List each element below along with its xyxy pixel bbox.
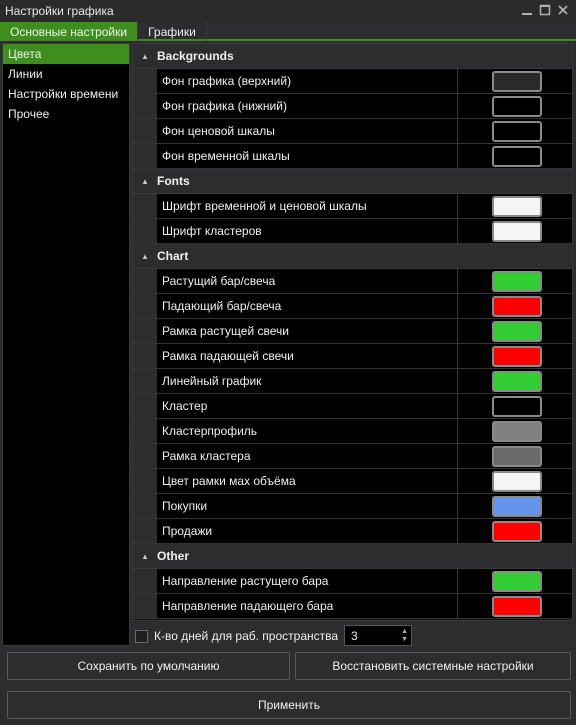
window-title: Настройки графика [5,4,114,18]
property-value [458,269,572,293]
property-value [458,69,572,93]
color-swatch-button[interactable] [492,71,542,92]
property-label: Фон временной шкалы [157,144,458,168]
category-header[interactable] [133,244,572,269]
stepper-up-icon[interactable]: ▲ [401,628,408,635]
color-swatch-button[interactable] [492,271,542,292]
property-row [133,469,572,494]
maximize-icon[interactable] [538,3,552,17]
property-value [458,319,572,343]
property-row [133,494,572,519]
row-gutter [133,319,157,343]
category-header[interactable] [133,169,572,194]
property-label: Линейный график [157,369,458,393]
property-row [133,294,572,319]
category-label: Backgrounds [157,49,234,63]
property-label: Кластерпрофиль [157,419,458,443]
workspace-days-label: К-во дней для раб. пространства [154,629,339,643]
color-swatch-button[interactable] [492,221,542,242]
category-header[interactable] [133,544,572,569]
row-gutter [133,344,157,368]
property-row [133,344,572,369]
property-label: Кластер [157,394,458,418]
property-row [133,194,572,219]
property-value [458,119,572,143]
property-label: Падающий бар/свеча [157,294,458,318]
color-swatch-button[interactable] [492,121,542,142]
row-gutter [133,194,157,218]
color-swatch-button[interactable] [492,146,542,167]
apply-button[interactable]: Применить [7,691,571,719]
color-swatch-button[interactable] [492,396,542,417]
property-row [133,219,572,244]
property-value [458,519,572,543]
row-gutter [133,369,157,393]
property-value [458,469,572,493]
property-value [458,194,572,218]
color-swatch-button[interactable] [492,346,542,367]
row-gutter [133,469,157,493]
property-row [133,394,572,419]
property-label: Цвет рамки мах объёма [157,469,458,493]
property-value [458,144,572,168]
collapse-triangle-icon[interactable]: ▲ [141,176,149,186]
tab-bar [0,22,576,41]
settings-sidebar [2,43,130,646]
property-label: Направление растущего бара [157,569,458,593]
category-label: Chart [157,249,189,263]
row-gutter [133,444,157,468]
row-gutter [133,519,157,543]
row-gutter [133,69,157,93]
category-label: Fonts [157,174,190,188]
color-swatch-button[interactable] [492,296,542,317]
color-swatch-button[interactable] [492,446,542,467]
collapse-triangle-icon[interactable]: ▲ [141,551,149,561]
minimize-icon[interactable] [520,3,534,17]
property-row [133,594,572,619]
tab-main-settings[interactable]: Основные настройки [0,22,138,41]
sidebar-item-lines[interactable]: Линии [8,67,43,81]
row-gutter [133,494,157,518]
tab-charts[interactable]: Графики [138,22,207,41]
property-label: Растущий бар/свеча [157,269,458,293]
property-row [133,519,572,544]
property-value [458,494,572,518]
property-value [458,294,572,318]
property-grid [132,43,573,621]
property-value [458,369,572,393]
property-label: Фон графика (верхний) [157,69,458,93]
close-icon[interactable] [556,3,570,17]
workspace-days-stepper[interactable] [344,625,412,646]
title-bar [0,0,576,22]
row-gutter [133,594,157,618]
row-gutter [133,269,157,293]
color-swatch-button[interactable] [492,371,542,392]
row-gutter [133,569,157,593]
color-swatch-button[interactable] [492,596,542,617]
color-swatch-button[interactable] [492,96,542,117]
collapse-triangle-icon[interactable]: ▲ [141,251,149,261]
color-swatch-button[interactable] [492,496,542,517]
property-value [458,594,572,618]
property-value [458,394,572,418]
property-value [458,344,572,368]
property-row [133,369,572,394]
property-label: Рамка падающей свечи [157,344,458,368]
property-value [458,444,572,468]
property-row [133,319,572,344]
property-row [133,444,572,469]
property-row [133,269,572,294]
row-gutter [133,419,157,443]
property-label: Рамка кластера [157,444,458,468]
property-label: Продажи [157,519,458,543]
category-header[interactable] [133,44,572,69]
workspace-days-row [132,624,573,648]
property-row [133,144,572,169]
color-swatch-button[interactable] [492,571,542,592]
row-gutter [133,219,157,243]
property-label: Шрифт временной и ценовой шкалы [157,194,458,218]
restore-system-settings-button[interactable]: Восстановить системные настройки [295,652,571,680]
property-value [458,219,572,243]
sidebar-item-time-settings[interactable]: Настройки времени [8,87,119,101]
property-label: Шрифт кластеров [157,219,458,243]
workspace-days-checkbox[interactable] [135,630,148,643]
property-label: Покупки [157,494,458,518]
color-swatch-button[interactable] [492,196,542,217]
workspace-days-value: 3 [351,628,358,643]
sidebar-item-other[interactable]: Прочее [8,107,50,121]
row-gutter [133,119,157,143]
category-label: Other [157,549,190,563]
sidebar-item-colors[interactable]: Цвета [3,44,129,64]
color-swatch-button[interactable] [492,421,542,442]
property-value [458,94,572,118]
property-row [133,69,572,94]
property-row [133,569,572,594]
property-value [458,569,572,593]
row-gutter [133,94,157,118]
property-label: Фон ценовой шкалы [157,119,458,143]
color-swatch-button[interactable] [492,471,542,492]
property-row [133,94,572,119]
collapse-triangle-icon[interactable]: ▲ [141,51,149,61]
row-gutter [133,394,157,418]
save-default-button[interactable]: Сохранить по умолчанию [7,652,290,680]
property-label: Направление падающего бара [157,594,458,618]
property-label: Фон графика (нижний) [157,94,458,118]
property-row [133,119,572,144]
property-row [133,419,572,444]
row-gutter [133,144,157,168]
property-value [458,419,572,443]
property-label: Рамка растущей свечи [157,319,458,343]
color-swatch-button[interactable] [492,321,542,342]
color-swatch-button[interactable] [492,521,542,542]
row-gutter [133,294,157,318]
stepper-down-icon[interactable]: ▼ [401,636,408,643]
